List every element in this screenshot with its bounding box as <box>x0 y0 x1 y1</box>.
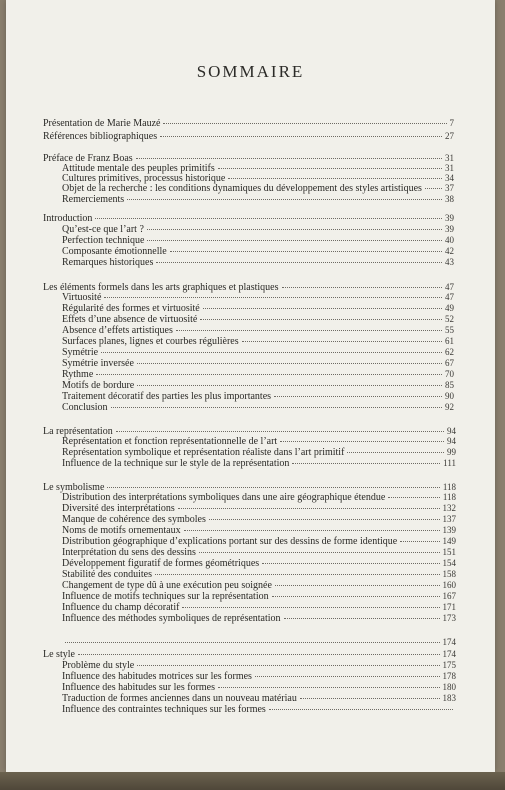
toc-entry-title: Symétrie <box>62 347 99 358</box>
dot-leader <box>218 168 442 169</box>
toc-entry-page: 49 <box>445 303 454 313</box>
toc-entry-page: 31 <box>445 163 454 173</box>
dot-leader <box>284 618 440 619</box>
toc-entry <box>62 637 456 648</box>
table-of-contents <box>6 0 495 772</box>
toc-entry-title: Diversité des interprétations <box>62 503 175 514</box>
toc-entry-page: 85 <box>445 380 454 390</box>
toc-entry-page: 139 <box>442 525 456 535</box>
dot-leader <box>176 330 442 331</box>
toc-entry-page: 34 <box>445 173 454 183</box>
dot-leader <box>347 452 444 453</box>
toc-entry <box>62 314 454 325</box>
toc-entry <box>62 580 456 591</box>
dot-leader <box>137 363 442 364</box>
toc-entry-title: Conclusion <box>62 402 108 413</box>
toc-entry-page: 173 <box>442 613 456 623</box>
toc-entry <box>62 358 454 369</box>
dot-leader <box>255 676 440 677</box>
toc-entry-title: Absence d’effets artistiques <box>62 325 173 336</box>
toc-entry <box>62 704 456 715</box>
dot-leader <box>292 463 440 464</box>
dot-leader <box>425 188 442 189</box>
toc-entry-page: 31 <box>445 153 454 163</box>
dot-leader <box>272 596 440 597</box>
toc-entry-title: Remarques historiques <box>62 257 154 268</box>
dot-leader <box>388 497 440 498</box>
toc-entry-page: 42 <box>445 246 454 256</box>
toc-entry-page: 90 <box>445 391 454 401</box>
toc-entry-page: 40 <box>445 235 454 245</box>
dot-leader <box>160 136 442 137</box>
toc-entry-page: 178 <box>442 671 456 681</box>
toc-entry-page: 37 <box>445 183 454 193</box>
toc-entry-page: 174 <box>442 637 456 647</box>
toc-entry <box>62 525 456 536</box>
toc-entry-page: 27 <box>445 131 454 141</box>
toc-entry-title: Influence des contraintes techniques sur les formes <box>62 704 266 715</box>
toc-entry-page: 174 <box>442 649 456 659</box>
dot-leader <box>178 508 440 509</box>
dot-leader <box>65 642 440 643</box>
page-edge-shadow <box>0 772 505 790</box>
toc-entry <box>62 402 454 413</box>
dot-leader <box>218 687 439 688</box>
toc-entry-page: 47 <box>445 282 454 292</box>
toc-entry-title: Motifs de bordure <box>62 380 135 391</box>
toc-entry-title: Le style <box>43 649 75 660</box>
toc-entry-title: Influence du champ décoratif <box>62 602 180 613</box>
toc-entry-title: Représentation symbolique et représentation réaliste dans l’art primitif <box>62 447 345 458</box>
toc-entry <box>62 380 454 391</box>
toc-entry-title: Symétrie inversée <box>62 358 134 369</box>
dot-leader <box>116 431 444 432</box>
toc-entry-title: Rythme <box>62 369 94 380</box>
dot-leader <box>184 530 440 531</box>
dot-leader <box>147 229 442 230</box>
dot-leader <box>96 374 442 375</box>
toc-entry-title: Virtuosité <box>62 292 102 303</box>
toc-entry <box>62 682 456 693</box>
toc-entry-page: 43 <box>445 257 454 267</box>
toc-entry-page: 183 <box>442 693 456 703</box>
toc-entry-title: Effets d’une absence de virtuosité <box>62 314 198 325</box>
toc-entry-page: 92 <box>445 402 454 412</box>
toc-entry-title: Développement figuratif de formes géométriques <box>62 558 260 569</box>
toc-entry <box>62 536 456 547</box>
toc-entry-page: 132 <box>442 503 456 513</box>
toc-entry-page: 67 <box>445 358 454 368</box>
toc-entry-title: Influence des habitudes sur les formes <box>62 682 216 693</box>
toc-entry-title: Influence des habitudes motrices sur les formes <box>62 671 252 682</box>
toc-entry <box>62 183 454 194</box>
toc-entry-page: 55 <box>445 325 454 335</box>
toc-entry <box>62 671 456 682</box>
toc-entry <box>62 602 456 613</box>
toc-entry-title: Problème du style <box>62 660 135 671</box>
dot-leader <box>107 487 439 488</box>
toc-entry <box>62 246 454 257</box>
toc-entry <box>43 118 454 129</box>
dot-leader <box>155 574 440 575</box>
dot-leader <box>147 240 442 241</box>
toc-entry-title: Influence de motifs techniques sur la représentation <box>62 591 269 602</box>
dot-leader <box>156 262 442 263</box>
dot-leader <box>136 158 442 159</box>
toc-entry-page: 99 <box>447 447 456 457</box>
dot-leader <box>209 519 440 520</box>
toc-entry-title: Influence de la technique sur le style de la représentation <box>62 458 290 469</box>
dot-leader <box>137 665 439 666</box>
dot-leader <box>163 123 446 124</box>
toc-entry-title: Interprétation du sens des dessins <box>62 547 196 558</box>
dot-leader <box>280 441 444 442</box>
toc-entry-title: Attitude mentale des peuples primitifs <box>62 163 215 174</box>
toc-entry <box>62 257 454 268</box>
toc-entry-page: 167 <box>442 591 456 601</box>
toc-entry-title: Changement de type dû à une exécution peu soignée <box>62 580 272 591</box>
dot-leader <box>111 407 442 408</box>
toc-entry <box>62 447 456 458</box>
toc-entry-title: Influence des méthodes symboliques de représentation <box>62 613 281 624</box>
dot-leader <box>228 178 442 179</box>
toc-entry <box>62 558 456 569</box>
toc-entry-page: 137 <box>442 514 456 524</box>
dot-leader <box>199 552 440 553</box>
toc-entry-title: Traitement décoratif des parties les plus importantes <box>62 391 272 402</box>
toc-entry <box>62 325 454 336</box>
toc-entry <box>62 693 456 704</box>
toc-entry-page: 118 <box>442 482 456 492</box>
toc-entry-page: 149 <box>442 536 456 546</box>
toc-entry <box>62 235 454 246</box>
toc-entry <box>43 131 454 142</box>
toc-entry <box>62 292 454 303</box>
toc-entry-title: Distribution géographique d’explications portant sur des dessins de forme identique <box>62 536 398 547</box>
toc-entry-page: 52 <box>445 314 454 324</box>
dot-leader <box>95 218 442 219</box>
dot-leader <box>170 251 442 252</box>
dot-leader <box>274 396 442 397</box>
toc-entry <box>62 458 456 469</box>
toc-entry <box>62 436 456 447</box>
toc-entry-page: 94 <box>447 436 456 446</box>
toc-entry-title: Noms de motifs ornementaux <box>62 525 181 536</box>
toc-entry <box>62 660 456 671</box>
toc-entry-page: 70 <box>445 369 454 379</box>
toc-entry <box>62 503 456 514</box>
dot-leader <box>400 541 439 542</box>
dot-leader <box>262 563 439 564</box>
toc-entry-title: Distribution des interprétations symboliques dans une aire géographique étendue <box>62 492 386 503</box>
toc-entry <box>62 303 454 314</box>
toc-entry-title: Références bibliographiques <box>43 131 158 142</box>
toc-entry-title: La représentation <box>43 426 113 437</box>
toc-entry-page: 62 <box>445 347 454 357</box>
toc-entry-title: Les éléments formels dans les arts graphiques et plastiques <box>43 282 279 293</box>
toc-entry-page: 118 <box>442 492 456 502</box>
dot-leader <box>78 654 440 655</box>
toc-entry-page: 180 <box>442 682 456 692</box>
toc-entry-title: Préface de Franz Boas <box>43 153 133 164</box>
toc-entry <box>43 649 456 660</box>
toc-entry-page: 154 <box>442 558 456 568</box>
toc-entry-title: Cultures primitives, processus historique <box>62 173 226 184</box>
toc-entry-page: 38 <box>445 194 454 204</box>
toc-entry-title: Composante émotionnelle <box>62 246 167 257</box>
dot-leader <box>200 319 442 320</box>
dot-leader <box>137 385 442 386</box>
dot-leader <box>242 341 442 342</box>
toc-entry <box>62 591 456 602</box>
dot-leader <box>203 308 442 309</box>
toc-entry <box>62 613 456 624</box>
dot-leader <box>182 607 439 608</box>
toc-entry-title: Représentation et fonction représentationnelle de l’art <box>62 436 278 447</box>
dot-leader <box>127 199 442 200</box>
toc-entry-page: 171 <box>442 602 456 612</box>
toc-entry <box>62 514 456 525</box>
toc-entry <box>62 347 454 358</box>
toc-entry-page: 7 <box>449 118 454 128</box>
toc-entry-page: 47 <box>445 292 454 302</box>
toc-entry <box>43 213 454 224</box>
book-page <box>6 0 495 772</box>
toc-entry-title: Surfaces planes, lignes et courbes régulières <box>62 336 239 347</box>
toc-entry-title: Perfection technique <box>62 235 145 246</box>
toc-entry-page: 111 <box>443 458 456 468</box>
toc-entry-title: Remerciements <box>62 194 125 205</box>
page-title: SOMMAIRE <box>196 62 305 81</box>
toc-entry <box>62 569 456 580</box>
toc-entry <box>62 492 456 503</box>
toc-entry <box>62 547 456 558</box>
toc-entry-page: 39 <box>445 213 454 223</box>
toc-entry-title: Traduction de formes anciennes dans un nouveau matériau <box>62 693 297 704</box>
toc-entry-page: 61 <box>445 336 454 346</box>
dot-leader <box>104 297 442 298</box>
toc-entry-title: Présentation de Marie Mauzé <box>43 118 161 129</box>
toc-entry-title: Introduction <box>43 213 93 224</box>
toc-entry-page: 94 <box>447 426 456 436</box>
toc-entry-title: Régularité des formes et virtuosité <box>62 303 200 314</box>
toc-entry <box>62 391 454 402</box>
toc-entry-title: Stabilité des conduites <box>62 569 152 580</box>
toc-entry <box>62 369 454 380</box>
toc-entry-page: 39 <box>445 224 454 234</box>
toc-entry <box>62 336 454 347</box>
toc-entry-page: 160 <box>442 580 456 590</box>
toc-entry-page: 151 <box>442 547 456 557</box>
dot-leader <box>269 709 453 710</box>
dot-leader <box>300 698 440 699</box>
toc-entry-title: Qu’est-ce que l’art ? <box>62 224 144 235</box>
toc-entry <box>62 194 454 205</box>
toc-entry-title: Le symbolisme <box>43 482 105 493</box>
toc-entry-title: Manque de cohérence des symboles <box>62 514 206 525</box>
toc-entry-page: 175 <box>442 660 456 670</box>
dot-leader <box>101 352 442 353</box>
toc-entry <box>62 224 454 235</box>
toc-entry-page: 158 <box>442 569 456 579</box>
dot-leader <box>282 287 443 288</box>
toc-entry-title: Objet de la recherche : les conditions dynamiques du développement des styles artistiques <box>62 183 422 194</box>
dot-leader <box>275 585 440 586</box>
